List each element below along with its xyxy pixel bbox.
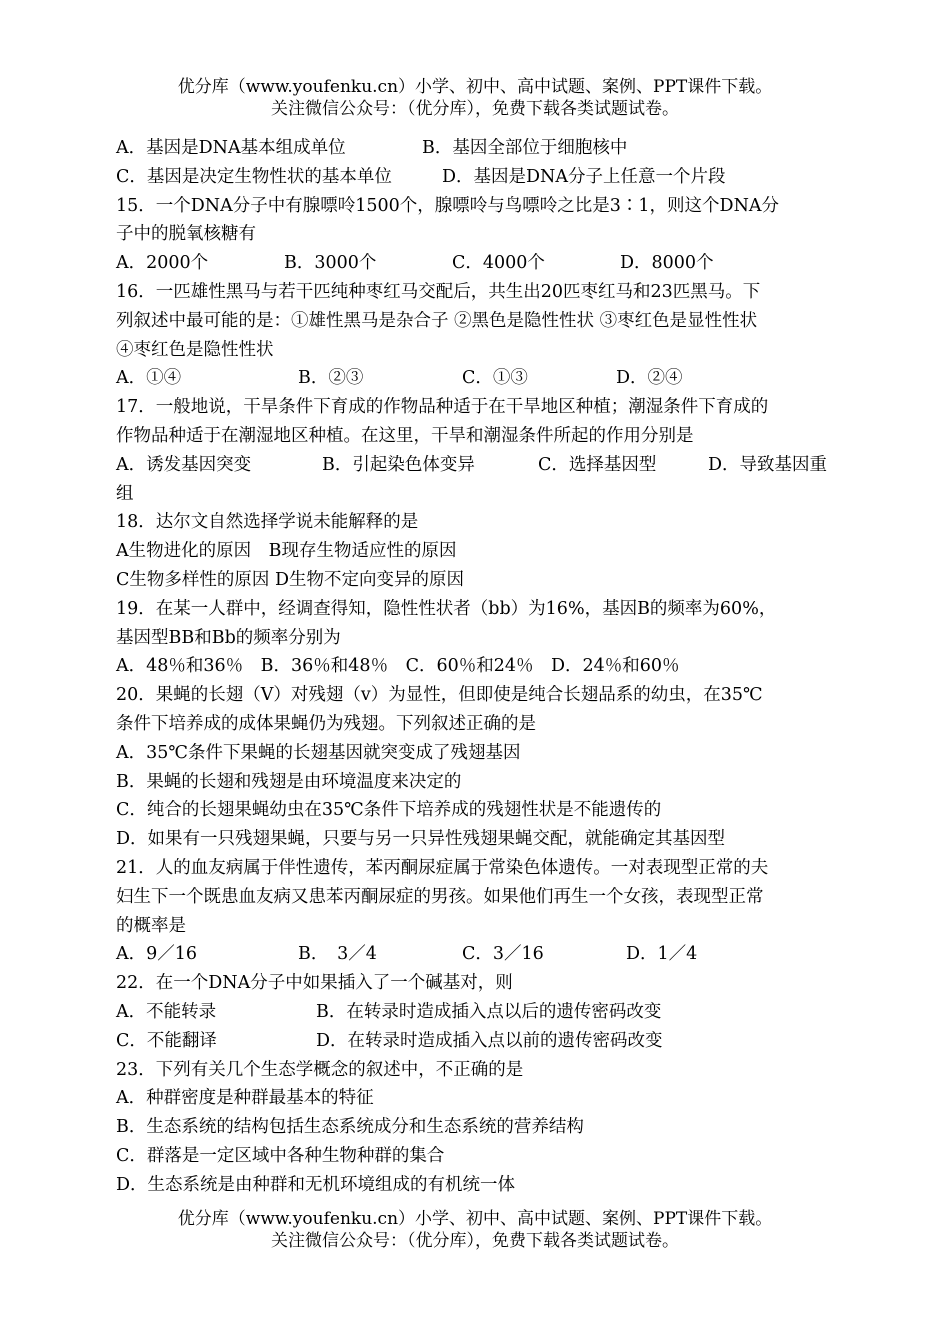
q17-option-a: A．诱发基因突变 bbox=[116, 454, 252, 475]
q14-options-row-1 bbox=[116, 134, 836, 163]
q21-options bbox=[116, 940, 836, 969]
q22-options-row-1 bbox=[116, 998, 836, 1027]
q23-option-d: D．生态系统是由种群和无机环境组成的有机统一体 bbox=[116, 1174, 516, 1195]
q22-option-c: C．不能翻译 bbox=[116, 1030, 217, 1051]
q15-option-a: A．2000个 bbox=[116, 253, 209, 274]
q20-option-a: A．35℃条件下果蝇的长翅基因就突变成了残翅基因 bbox=[116, 742, 521, 763]
q17-option-b: B．引起染色体变异 bbox=[322, 454, 475, 475]
q22-stem: 22．在一个DNA分子中如果插入了一个碱基对，则 bbox=[116, 973, 513, 994]
q21-option-a: A．9／16 bbox=[116, 944, 198, 965]
q21-stem-line-3: 的概率是 bbox=[116, 915, 186, 936]
q16-option-c: C．①③ bbox=[462, 368, 528, 389]
q17-stem-line-1: 17．一般地说，干旱条件下育成的作物品种适于在干旱地区种植；潮湿条件下育成的 bbox=[116, 397, 769, 418]
q16-stem-line-3: ④枣红色是隐性性状 bbox=[116, 339, 274, 360]
q14-option-c: C．基因是决定生物性状的基本单位 bbox=[116, 166, 392, 187]
q17-option-d: D．导致基因重 bbox=[708, 454, 828, 475]
q14-option-a: A．基因是DNA基本组成单位 bbox=[116, 138, 346, 158]
q21-option-c: C．3／16 bbox=[462, 944, 544, 965]
q21-stem-line-2: 妇生下一个既患血友病又患苯丙酮尿症的男孩。如果他们再生一个女孩，表现型正常 bbox=[116, 886, 764, 907]
page-footer bbox=[0, 1208, 950, 1252]
q23-option-a: A．种群密度是种群最基本的特征 bbox=[116, 1088, 374, 1109]
q16-option-b: B．②③ bbox=[298, 368, 364, 389]
q19-options: A．48％和36％ B．36％和48％ C．60％和24％ D．24％和60％ bbox=[116, 656, 680, 677]
q16-option-a: A．①④ bbox=[116, 368, 182, 389]
q17-option-d-continued: 组 bbox=[116, 483, 134, 504]
header-line-1: 优分库（www.youfenku.cn）小学、初中、高中试题、案例、PPT课件下载。 bbox=[177, 77, 773, 97]
q22-option-d: D．在转录时造成插入点以前的遗传密码改变 bbox=[316, 1030, 663, 1051]
q16-option-d: D．②④ bbox=[616, 368, 683, 389]
footer-line-1: 优分库（www.youfenku.cn）小学、初中、高中试题、案例、PPT课件下载。 bbox=[177, 1209, 773, 1229]
q21-option-b: B． 3／4 bbox=[298, 944, 377, 965]
q15-option-b: B．3000个 bbox=[284, 253, 377, 274]
question-content bbox=[116, 134, 836, 1199]
q19-stem-line-2: 基因型BB和Bb的频率分别为 bbox=[116, 627, 341, 648]
q22-option-a: A．不能转录 bbox=[116, 1001, 217, 1022]
q18-options-ab: A生物进化的原因 B现存生物适应性的原因 bbox=[116, 541, 457, 562]
q21-stem-line-1: 21．人的血友病属于伴性遗传，苯丙酮尿症属于常染色体遗传。一对表现型正常的夫 bbox=[116, 857, 769, 878]
q16-stem-line-2: 列叙述中最可能的是：①雄性黑马是杂合子 ②黑色是隐性性状 ③枣红色是显性性状 bbox=[116, 310, 758, 331]
q22-options-row-2 bbox=[116, 1027, 836, 1056]
q15-stem-line-1: 15．一个DNA分子中有腺嘌呤1500个，腺嘌呤与鸟嘌呤之比是3∶1，则这个DNA分 bbox=[116, 195, 780, 216]
q23-option-b: B．生态系统的结构包括生态系统成分和生态系统的营养结构 bbox=[116, 1117, 584, 1138]
footer-line-2: 关注微信公众号：（优分库），免费下载各类试题试卷。 bbox=[271, 1231, 679, 1251]
q22-option-b: B．在转录时造成插入点以后的遗传密码改变 bbox=[316, 1001, 662, 1022]
q20-stem-line-2: 条件下培养成的成体果蝇仍为残翅。下列叙述正确的是 bbox=[116, 713, 536, 734]
q15-option-c: C．4000个 bbox=[452, 253, 545, 274]
q18-stem: 18．达尔文自然选择学说未能解释的是 bbox=[116, 512, 419, 533]
q17-options bbox=[116, 451, 836, 480]
q17-stem-line-2: 作物品种适于在潮湿地区种植。在这里，干旱和潮湿条件所起的作用分别是 bbox=[116, 425, 694, 446]
page-header bbox=[0, 76, 950, 120]
q18-options-cd: C生物多样性的原因 D生物不定向变异的原因 bbox=[116, 569, 464, 590]
q23-stem: 23．下列有关几个生态学概念的叙述中，不正确的是 bbox=[116, 1059, 524, 1080]
q21-option-d: D．1／4 bbox=[626, 944, 698, 965]
q20-option-c: C．纯合的长翅果蝇幼虫在35℃条件下培养成的残翅性状是不能遗传的 bbox=[116, 800, 662, 821]
q15-options bbox=[116, 249, 836, 278]
q16-options bbox=[116, 364, 836, 393]
q15-option-d: D．8000个 bbox=[620, 253, 714, 274]
q23-option-c: C．群落是一定区域中各种生物种群的集合 bbox=[116, 1145, 445, 1166]
q14-option-b: B．基因全部位于细胞核中 bbox=[422, 138, 628, 158]
q14-options-row-2 bbox=[116, 163, 836, 192]
q15-stem-line-2: 子中的脱氧核糖有 bbox=[116, 224, 256, 245]
q19-stem-line-1: 19．在某一人群中，经调查得知，隐性性状者（bb）为16%，基因B的频率为60%， bbox=[116, 598, 777, 619]
q14-option-d: D．基因是DNA分子上任意一个片段 bbox=[442, 166, 726, 187]
q17-option-c: C．选择基因型 bbox=[538, 454, 657, 475]
header-line-2: 关注微信公众号：（优分库），免费下载各类试题试卷。 bbox=[271, 99, 679, 119]
q20-option-d: D．如果有一只残翅果蝇，只要与另一只异性残翅果蝇交配，就能确定其基因型 bbox=[116, 829, 726, 850]
q16-stem-line-1: 16．一匹雄性黑马与若干匹纯种枣红马交配后，共生出20匹枣红马和23匹黑马。下 bbox=[116, 281, 761, 302]
q20-option-b: B．果蝇的长翅和残翅是由环境温度来决定的 bbox=[116, 771, 462, 792]
q20-stem-line-1: 20．果蝇的长翅（V）对残翅（v）为显性，但即使是纯合长翅品系的幼虫，在35℃ bbox=[116, 685, 763, 706]
